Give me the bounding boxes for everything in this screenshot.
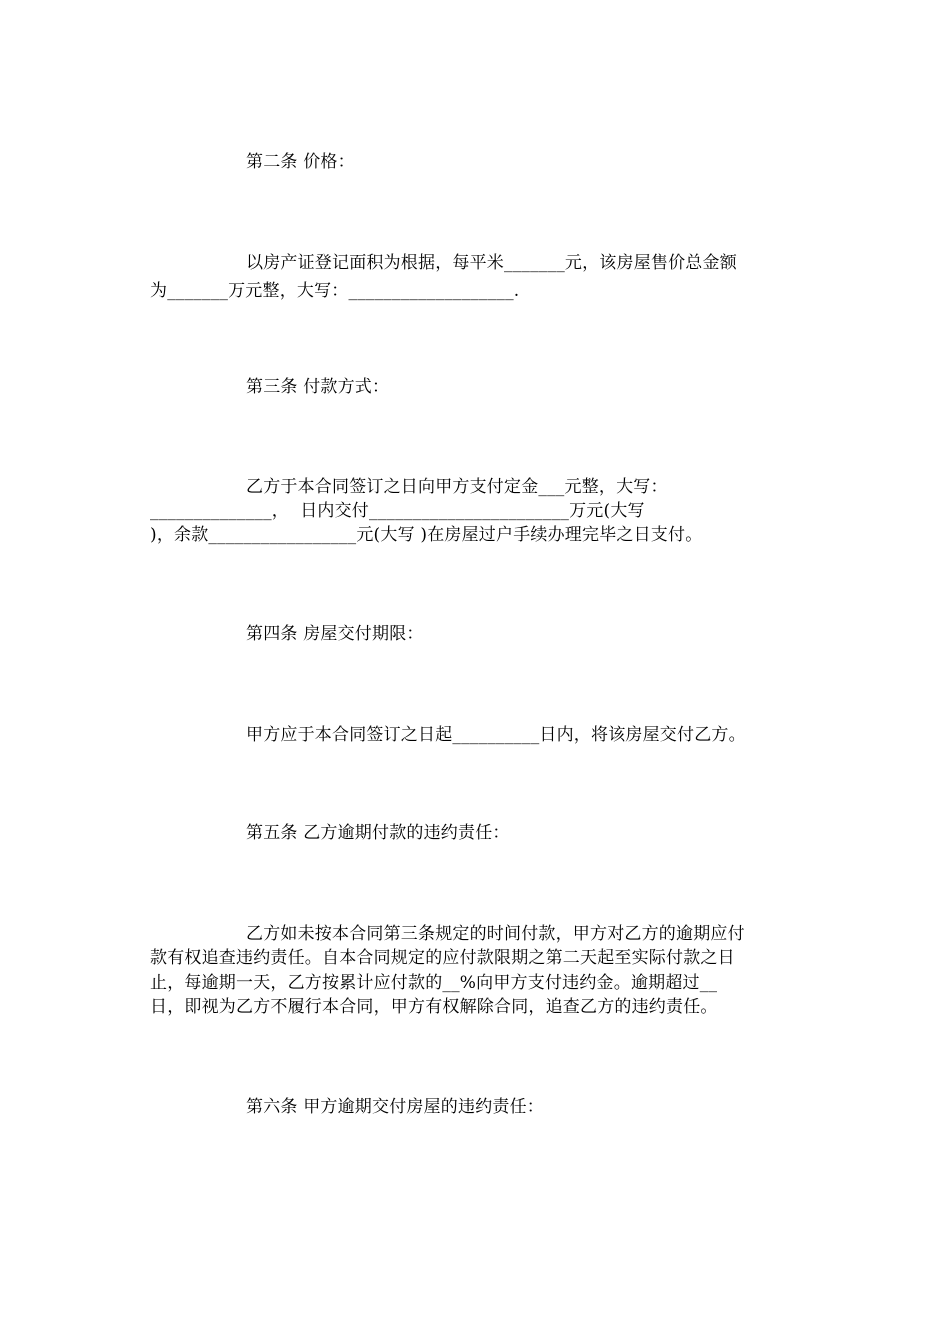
article-3-text-line-3: )，余款_________________元(大写 )在房屋过户手续办理完毕之日支付。 <box>150 525 703 545</box>
article-2-heading: 第二条 价格： <box>246 152 355 172</box>
article-5-text-line-2: 款有权追查违约责任。自本合同规定的应付款限期之第二天起至实际付款之日 <box>150 948 735 968</box>
article-5-text-line-1: 乙方如未按本合同第三条规定的时间付款，甲方对乙方的逾期应付 <box>246 924 745 944</box>
article-6-heading: 第六条 甲方逾期交付房屋的违约责任： <box>246 1097 545 1117</box>
article-2-text-line-2: 为_______万元整，大写：___________________. <box>150 281 520 301</box>
article-3-text-line-2: ______________， 日内交付_______________________万元(大写 <box>150 501 645 521</box>
article-4-text-line-1: 甲方应于本合同签订之日起__________日内，将该房屋交付乙方。 <box>246 725 746 745</box>
article-5-text-line-4: 日，即视为乙方不履行本合同，甲方有权解除合同，追查乙方的违约责任。 <box>150 997 718 1017</box>
article-4-heading: 第四条 房屋交付期限： <box>246 624 424 644</box>
article-3-heading: 第三条 付款方式： <box>246 377 390 397</box>
article-5-heading: 第五条 乙方逾期付款的违约责任： <box>246 823 510 843</box>
article-5-text-line-3: 止，每逾期一天，乙方按累计应付款的__%向甲方支付违约金。逾期超过__ <box>150 973 718 993</box>
article-3-text-line-1: 乙方于本合同签订之日向甲方支付定金___元整，大写： <box>246 477 668 497</box>
article-2-text-line-1: 以房产证登记面积为根据，每平米_______元，该房屋售价总金额 <box>246 253 737 273</box>
